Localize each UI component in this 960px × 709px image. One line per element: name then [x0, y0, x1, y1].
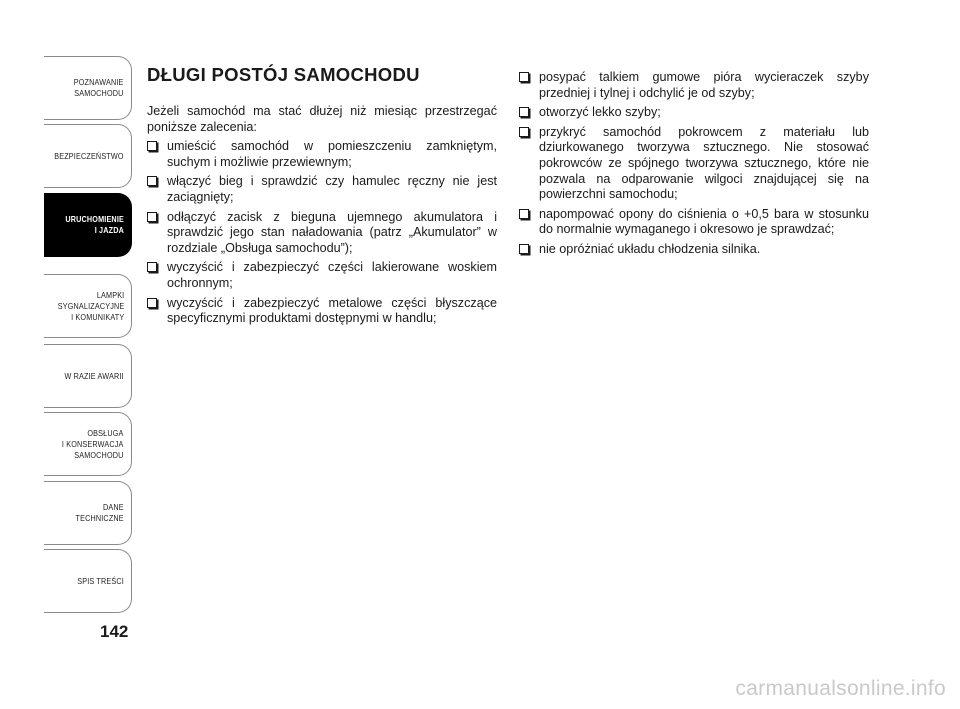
tab-label: OBSŁUGA I KONSERWACJA SAMOCHODU	[62, 427, 124, 460]
intro-paragraph: Jeżeli samochód ma stać dłużej niż miesiąc przestrzegać poniższe zalecenia:	[147, 104, 497, 134]
checkbox-bullet-icon	[519, 127, 529, 137]
list-item	[519, 125, 869, 203]
right-column	[519, 70, 869, 262]
list-item	[147, 210, 497, 257]
list-item-text: wyczyścić i zabezpieczyć części lakierowane woskiem ochronnym;	[167, 260, 497, 290]
page-number: 142	[100, 622, 129, 641]
tab-bezpieczenstwo[interactable]	[44, 124, 132, 188]
tab-dane-techniczne[interactable]	[44, 481, 132, 545]
list-item	[147, 296, 497, 327]
list-item	[519, 207, 869, 238]
tab-label: DANE TECHNICZNE	[75, 502, 124, 523]
checkbox-bullet-icon	[519, 72, 529, 82]
checkbox-bullet-icon	[147, 176, 157, 186]
list-item	[147, 174, 497, 205]
tab-lampki-sygnalizacyjne[interactable]	[44, 274, 132, 338]
list-item	[519, 242, 869, 258]
checkbox-bullet-icon	[519, 209, 529, 219]
list-item-text: umieścić samochód w pomieszczeniu zamkniętym, suchym i możliwie przewiewnym;	[167, 139, 497, 169]
list-item-text: nie opróżniać układu chłodzenia silnika.	[539, 241, 761, 256]
tab-label: SPIS TREŚCI	[77, 575, 124, 586]
watermark: carmanualsonline.info	[735, 677, 946, 700]
checkbox-bullet-icon	[147, 298, 157, 308]
list-item-text: otworzyć lekko szyby;	[539, 105, 661, 120]
tab-spis-tresci[interactable]	[44, 549, 132, 613]
checkbox-bullet-icon	[519, 107, 529, 117]
tab-label: POZNAWANIE SAMOCHODU	[74, 77, 124, 98]
tab-poznawanie-samochodu[interactable]	[44, 56, 132, 120]
checkbox-bullet-icon	[519, 244, 529, 254]
list-item-text: włączyć bieg i sprawdzić czy hamulec ręczny nie jest zaciągnięty;	[167, 174, 497, 204]
list-item-text: przykryć samochód pokrowcem z materiału lub dziurkowanego tworzywa sztucznego. Nie stosować pokrowców ze spójnego tworzywa sztucznego, które nie pozwala na odparowanie wilgoci znajdującej się na powierzchni samochodu;	[539, 124, 869, 202]
tab-label: BEZPIECZEŃSTWO	[54, 150, 124, 161]
list-item-text: napompować opony do ciśnienia o +0,5 bara w stosunku do normalnie wymaganego i okresowo je sprawdzać;	[539, 206, 869, 237]
tab-obsluga-i-konserwacja[interactable]	[44, 412, 132, 476]
tab-label: LAMPKI SYGNALIZACYJNE I KOMUNIKATY	[57, 289, 124, 322]
left-column	[147, 104, 497, 331]
recommendation-list-right	[519, 70, 869, 258]
list-item-text: wyczyścić i zabezpieczyć metalowe części błyszczące specyficznymi produktami dostępnymi w handlu;	[167, 295, 497, 326]
tab-label: W RAZIE AWARII	[64, 370, 124, 381]
tab-w-razie-awarii[interactable]	[44, 344, 132, 408]
list-item	[147, 139, 497, 170]
list-item	[147, 260, 497, 291]
checkbox-bullet-icon	[147, 141, 157, 151]
checkbox-bullet-icon	[147, 212, 157, 222]
list-item	[519, 70, 869, 101]
list-item-text: posypać talkiem gumowe pióra wycieraczek szyby przedniej i tylnej i odchylić je od szyby;	[539, 70, 869, 100]
list-item	[519, 105, 869, 121]
section-title: DŁUGI POSTÓJ SAMOCHODU	[147, 64, 420, 85]
tab-uruchomienie-i-jazda[interactable]	[44, 193, 132, 257]
tab-label: URUCHOMIENIE I JAZDA	[65, 214, 124, 235]
recommendation-list-left	[147, 139, 497, 327]
checkbox-bullet-icon	[147, 262, 157, 272]
list-item-text: odłączyć zacisk z bieguna ujemnego akumulatora i sprawdzić jego stan naładowania (patrz „Akumulator” w rozdziale „Obsługa samochodu”);	[167, 209, 497, 255]
